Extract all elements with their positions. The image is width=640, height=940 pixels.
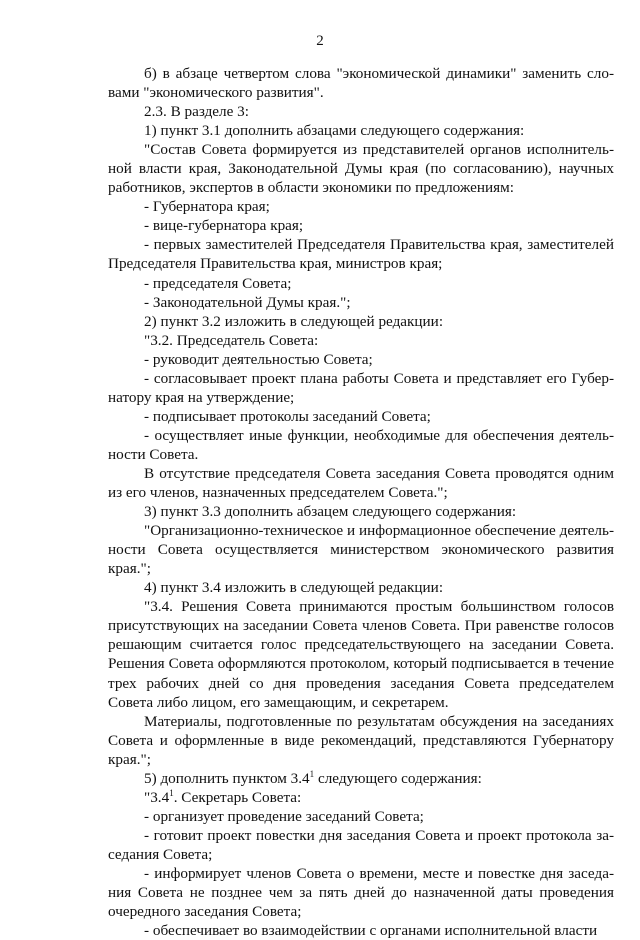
list-item: - первых заместителей Председателя Правительства края, заместителей Председателя Правительства края, министров края;	[108, 236, 614, 273]
text-span: . Секретарь Совета:	[173, 788, 302, 806]
page-number: 2	[316, 33, 324, 49]
list-item: - подписывает протоколы заседаний Совета;	[144, 407, 431, 425]
paragraph: Материалы, подготовленные по результатам обсуждения на заседаниях Совета и оформленные в виде рекомендаций, представляются Губернатору края.";	[108, 712, 614, 768]
paragraph: б) в абзаце четвертом слова "экономической динамики" заменить словами "экономического развития".	[108, 65, 614, 102]
paragraph	[108, 788, 614, 807]
paragraph: 1) пункт 3.1 дополнить абзацами следующего содержания:	[144, 122, 525, 140]
paragraph: 3) пункт 3.3 дополнить абзацем следующего содержания:	[144, 503, 517, 521]
list-item: - руководит деятельностью Совета;	[144, 350, 373, 368]
paragraph: "Состав Совета формируется из представителей органов исполнительной власти края, Законодательной Думы края (по согласованию), научных работников, экспертов в области экономики по предложениям:	[108, 141, 614, 197]
paragraph: В отсутствие председателя Совета заседания Совета проводятся одним из его членов, назначенных председателем Совета.";	[108, 464, 614, 502]
text-span: следующего содержания:	[314, 769, 482, 787]
list-item: - Законодательной Думы края.";	[144, 293, 351, 311]
paragraph: 4) пункт 3.4 изложить в следующей редакции:	[144, 579, 444, 597]
paragraph: "Организационно-техническое и информационное обеспечение деятельности Совета осуществляется министерством экономического развития края.";	[108, 522, 614, 578]
section-heading: 2.3. В разделе 3:	[144, 103, 249, 121]
paragraph	[108, 769, 614, 788]
list-item: - согласовывает проект плана работы Совета и представляет его Губернатору края на утверждение;	[108, 369, 614, 406]
list-item: - информирует членов Совета о времени, месте и повестке дня заседания Совета не позднее чем за пять дней до назначенной даты проведения очередного заседания Совета;	[108, 864, 614, 921]
paragraph: "3.4. Решения Совета принимаются простым большинством голосов присутствующих на заседании Совета членов Совета. При равенстве голосов решающим считается голос председательствующего на заседании Совета. Решения Совета оформляются протоколом, который подписывается в течение трех рабочих дней со дня проведения заседания Совета председателем Совета либо лицом, его замещающим, и секретарем.	[108, 598, 614, 711]
list-item: - Губернатора края;	[144, 198, 270, 216]
list-item: - организует проведение заседаний Совета;	[144, 807, 424, 825]
list-item: - обеспечивает во взаимодействии с органами исполнительной власти	[144, 922, 598, 940]
list-item: - вице-губернатора края;	[144, 217, 304, 235]
paragraph: "3.2. Председатель Совета:	[144, 331, 319, 349]
superscript: 1	[169, 787, 174, 798]
list-item: - председателя Совета;	[144, 274, 292, 292]
list-item: - готовит проект повестки дня заседания Совета и проект протокола заседания Совета;	[108, 826, 614, 863]
list-item: - осуществляет иные функции, необходимые для обеспечения деятельности Совета.	[108, 426, 614, 463]
text-span: 5) дополнить пунктом 3.4	[144, 769, 310, 787]
paragraph: 2) пункт 3.2 изложить в следующей редакции:	[144, 312, 444, 330]
superscript: 1	[309, 768, 315, 779]
text-span: "3.4	[144, 788, 170, 806]
document-body	[108, 64, 614, 940]
